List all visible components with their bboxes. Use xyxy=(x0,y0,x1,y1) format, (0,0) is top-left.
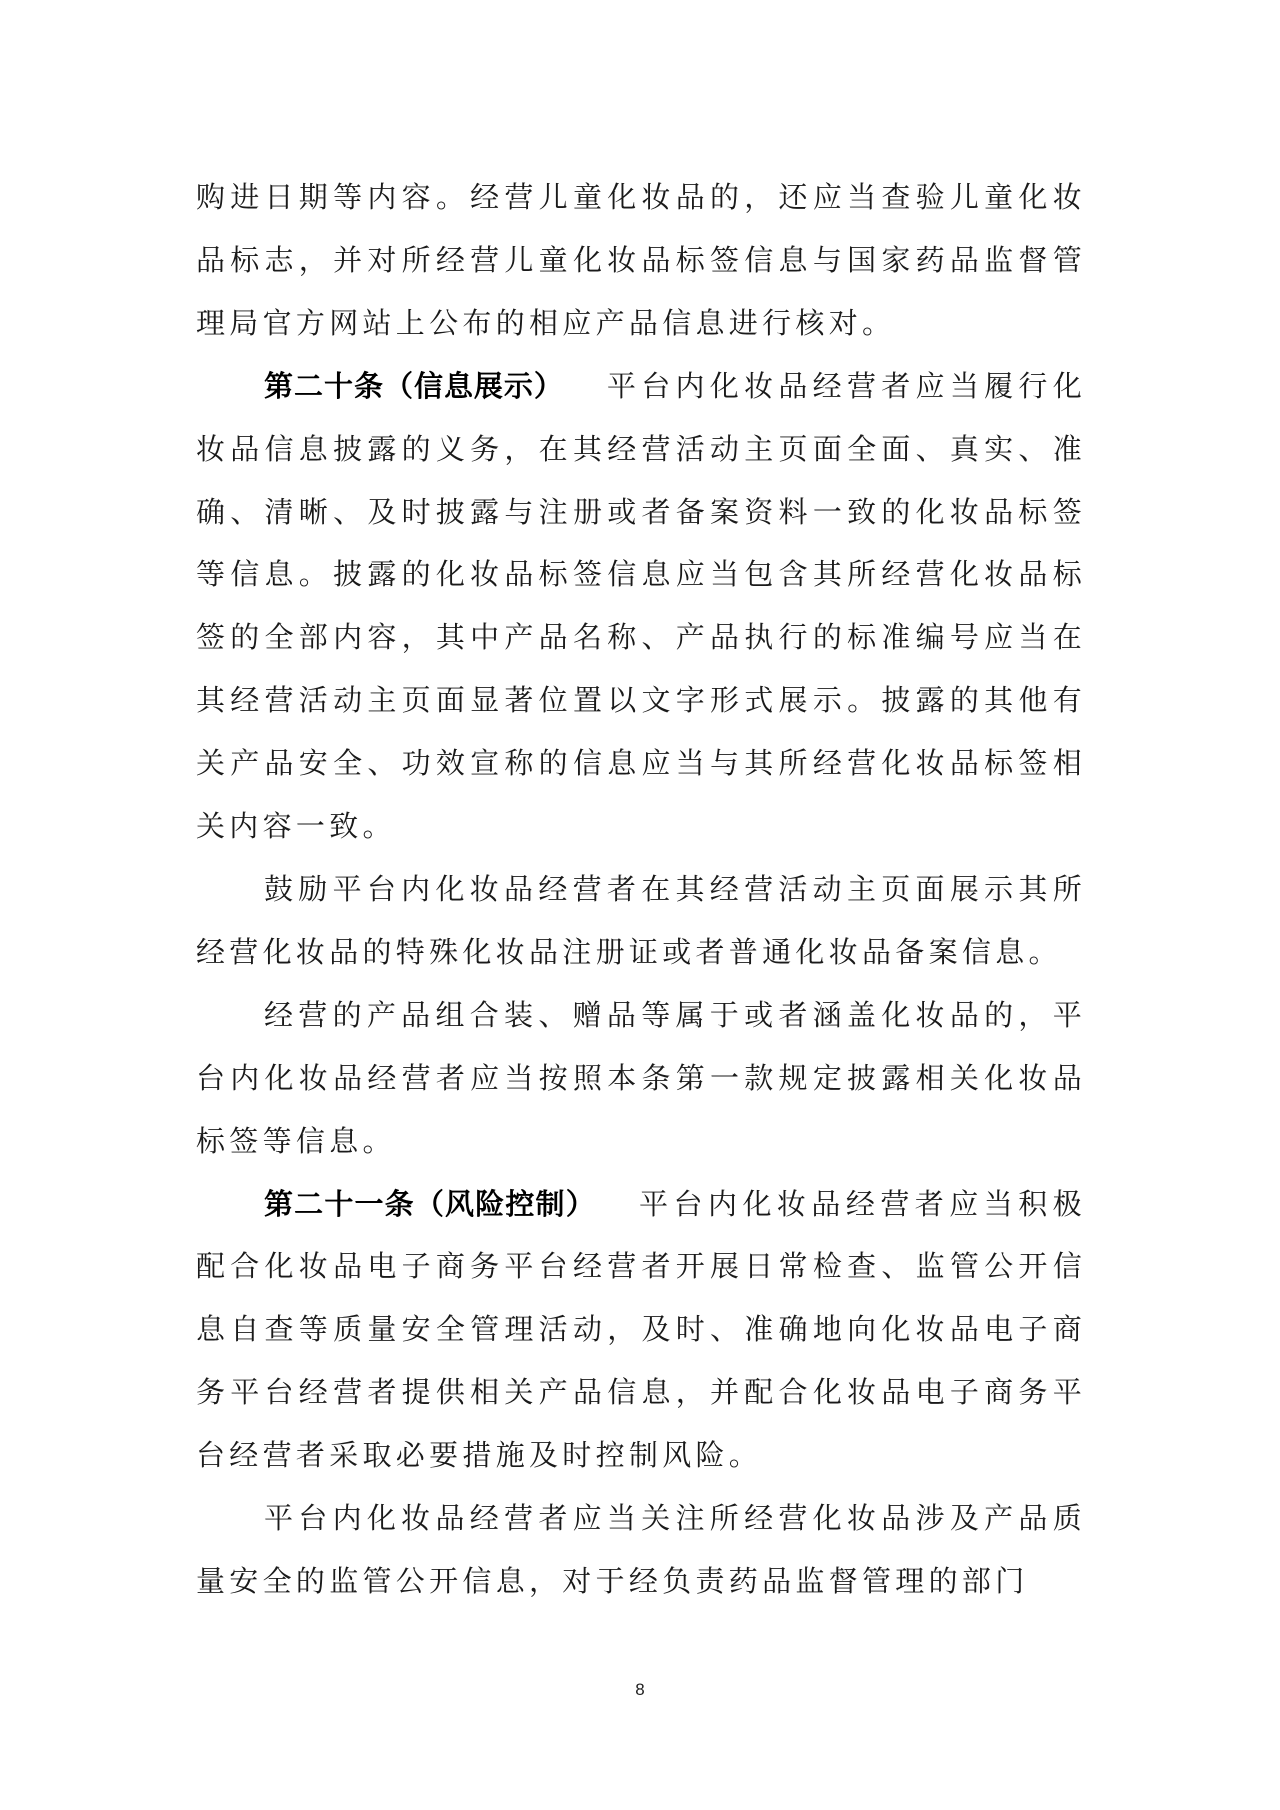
article-21-monitoring-paragraph xyxy=(196,1487,1086,1613)
paragraph-text: 鼓励平台内化妆品经营者在其经营活动主页面展示其所经营化妆品的特殊化妆品注册证或者普通化妆品备案信息。 xyxy=(196,871,1086,969)
article-20-heading: 第二十条（信息展示） xyxy=(264,368,564,403)
article-20-bundle-paragraph xyxy=(196,984,1086,1173)
paragraph-text: 平台内化妆品经营者应当关注所经营化妆品涉及产品质量安全的监管公开信息，对于经负责药品监督管理的部门 xyxy=(196,1501,1086,1598)
paragraph-text: 购进日期等内容。经营儿童化妆品的，还应当查验儿童化妆品标志，并对所经营儿童化妆品标签信息与国家药品监督管理局官方网站上公布的相应产品信息进行核对。 xyxy=(196,180,1086,340)
article-21-paragraph xyxy=(196,1173,1086,1488)
paragraph-continuation xyxy=(196,166,1086,355)
page-number: 8 xyxy=(635,1680,645,1699)
article-20-encourage-paragraph xyxy=(196,858,1086,984)
paragraph-text: 平台内化妆品经营者应当积极配合化妆品电子商务平台经营者开展日常检查、监管公开信息自查等质量安全管理活动，及时、准确地向化妆品电子商务平台经营者提供相关产品信息，并配合化妆品电子商务平台经营者采取必要措施及时控制风险。 xyxy=(196,1186,1086,1473)
paragraph-text: 平台内化妆品经营者应当履行化妆品信息披露的义务，在其经营活动主页面全面、真实、准确、清晰、及时披露与注册或者备案资料一致的化妆品标签等信息。披露的化妆品标签信息应当包含其所经营化妆品标签的全部内容，其中产品名称、产品执行的标准编号应当在其经营活动主页面显著位置以文字形式展示。披露的其他有关产品安全、功效宣称的信息应当与其所经营化妆品标签相关内容一致。 xyxy=(196,368,1086,844)
paragraph-text: 经营的产品组合装、赠品等属于或者涵盖化妆品的，平台内化妆品经营者应当按照本条第一款规定披露相关化妆品标签等信息。 xyxy=(196,997,1086,1158)
article-20-paragraph xyxy=(196,355,1086,858)
article-21-heading: 第二十一条（风险控制） xyxy=(264,1186,596,1221)
document-body xyxy=(196,166,1086,1613)
